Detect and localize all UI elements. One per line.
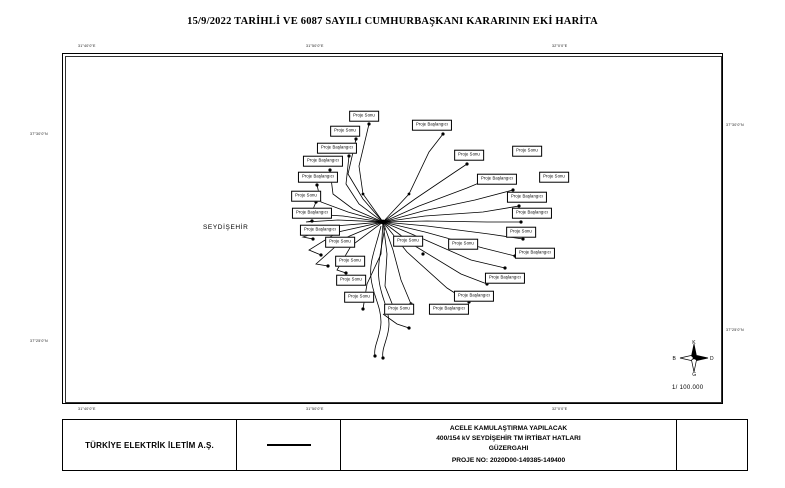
legend-line-symbol <box>237 420 341 470</box>
callout-proje-sonu-9[interactable]: Proje Sonu <box>393 236 423 247</box>
callout-proje-baslangici-8[interactable]: Proje Başlangıcı <box>512 208 552 219</box>
legend-description-line3: GÜZERGAHI <box>488 444 529 452</box>
callout-proje-baslangici-10[interactable]: Proje Başlangıcı <box>515 248 555 259</box>
graticule-label-right-2: 37°25'0"N <box>726 328 744 332</box>
callout-proje-sonu-11[interactable]: Proje Sonu <box>335 256 365 267</box>
compass-east-label: D <box>710 356 714 362</box>
legend-description <box>341 420 677 470</box>
callout-proje-baslangici-1[interactable]: Proje Başlangıcı <box>412 120 452 131</box>
graticule-label-right-1: 37°30'0"N <box>726 123 744 127</box>
callout-proje-sonu-1[interactable]: Proje Sonu <box>349 111 379 122</box>
callout-proje-baslangici-12[interactable]: Proje Başlangıcı <box>454 291 494 302</box>
legend-project-number: PROJE NO: 2020D00-149385-149400 <box>451 457 566 465</box>
callout-proje-baslangici-13[interactable]: Proje Başlangıcı <box>429 304 469 315</box>
callout-proje-baslangici-9[interactable]: Proje Başlangıcı <box>300 225 340 236</box>
line-symbol-icon <box>267 444 311 446</box>
callout-proje-sonu-2[interactable]: Proje Sonu <box>330 126 360 137</box>
compass-west-label: B <box>672 356 676 362</box>
callout-proje-baslangici-6[interactable]: Proje Başlangıcı <box>507 192 547 203</box>
callout-proje-sonu-5[interactable]: Proje Sonu <box>539 172 569 183</box>
callout-proje-sonu-13[interactable]: Proje Sonu <box>344 292 374 303</box>
callout-proje-sonu-4[interactable]: Proje Sonu <box>512 146 542 157</box>
map-scale: 1/ 100.000 <box>672 385 704 391</box>
city-label-seydisehir: SEYDİŞEHİR <box>203 224 249 231</box>
page-title: 15/9/2022 TARİHLİ VE 6087 SAYILI CUMHURBAŞKANI KARARININ EKİ HARİTA <box>187 16 598 27</box>
graticule-label-bottom-1: 31°40'0"E <box>78 407 96 411</box>
transmission-line-network <box>63 54 722 403</box>
graticule-label-bottom-3: 32°0'0"E <box>552 407 568 411</box>
graticule-label-top-3: 32°0'0"E <box>552 44 568 48</box>
graticule-label-left-1: 37°30'0"N <box>30 132 48 136</box>
callout-proje-baslangici-5[interactable]: Proje Başlangıcı <box>477 174 517 185</box>
callout-proje-sonu-7[interactable]: Proje Sonu <box>506 227 536 238</box>
compass-north-label: K <box>692 340 696 346</box>
callout-proje-sonu-6[interactable]: Proje Sonu <box>291 191 321 202</box>
legend-description-line1: ACELE KAMULAŞTIRMA YAPILACAK <box>449 425 568 433</box>
graticule-label-top-2: 31°50'0"E <box>306 44 324 48</box>
graticule-label-left-2: 37°25'0"N <box>30 339 48 343</box>
map-canvas[interactable] <box>63 54 722 403</box>
map-frame <box>62 53 723 404</box>
compass-south-label: G <box>692 372 697 376</box>
legend-company-name: TÜRKİYE ELEKTRİK İLETİM A.Ş. <box>63 420 237 470</box>
callout-proje-baslangici-3[interactable]: Proje Başlangıcı <box>303 156 343 167</box>
callout-proje-baslangici-4[interactable]: Proje Başlangıcı <box>298 172 338 183</box>
compass-rose <box>672 340 716 376</box>
callout-proje-sonu-12[interactable]: Proje Sonu <box>336 275 366 286</box>
callout-proje-baslangici-11[interactable]: Proje Başlangıcı <box>485 273 525 284</box>
legend-block <box>62 419 748 471</box>
callout-proje-baslangici-7[interactable]: Proje Başlangıcı <box>292 208 332 219</box>
graticule-label-top-1: 31°40'0"E <box>78 44 96 48</box>
callout-proje-sonu-3[interactable]: Proje Sonu <box>454 150 484 161</box>
legend-description-line2: 400/154 kV SEYDİŞEHİR TM İRTİBAT HATLARI <box>436 434 581 442</box>
legend-blank-cell <box>677 420 747 470</box>
callout-proje-sonu-8[interactable]: Proje Sonu <box>325 237 355 248</box>
callout-proje-sonu-10[interactable]: Proje Sonu <box>448 239 478 250</box>
callout-proje-baslangici-2[interactable]: Proje Başlangıcı <box>317 143 357 154</box>
callout-proje-sonu-14[interactable]: Proje Sonu <box>384 304 414 315</box>
graticule-label-bottom-2: 31°50'0"E <box>306 407 324 411</box>
